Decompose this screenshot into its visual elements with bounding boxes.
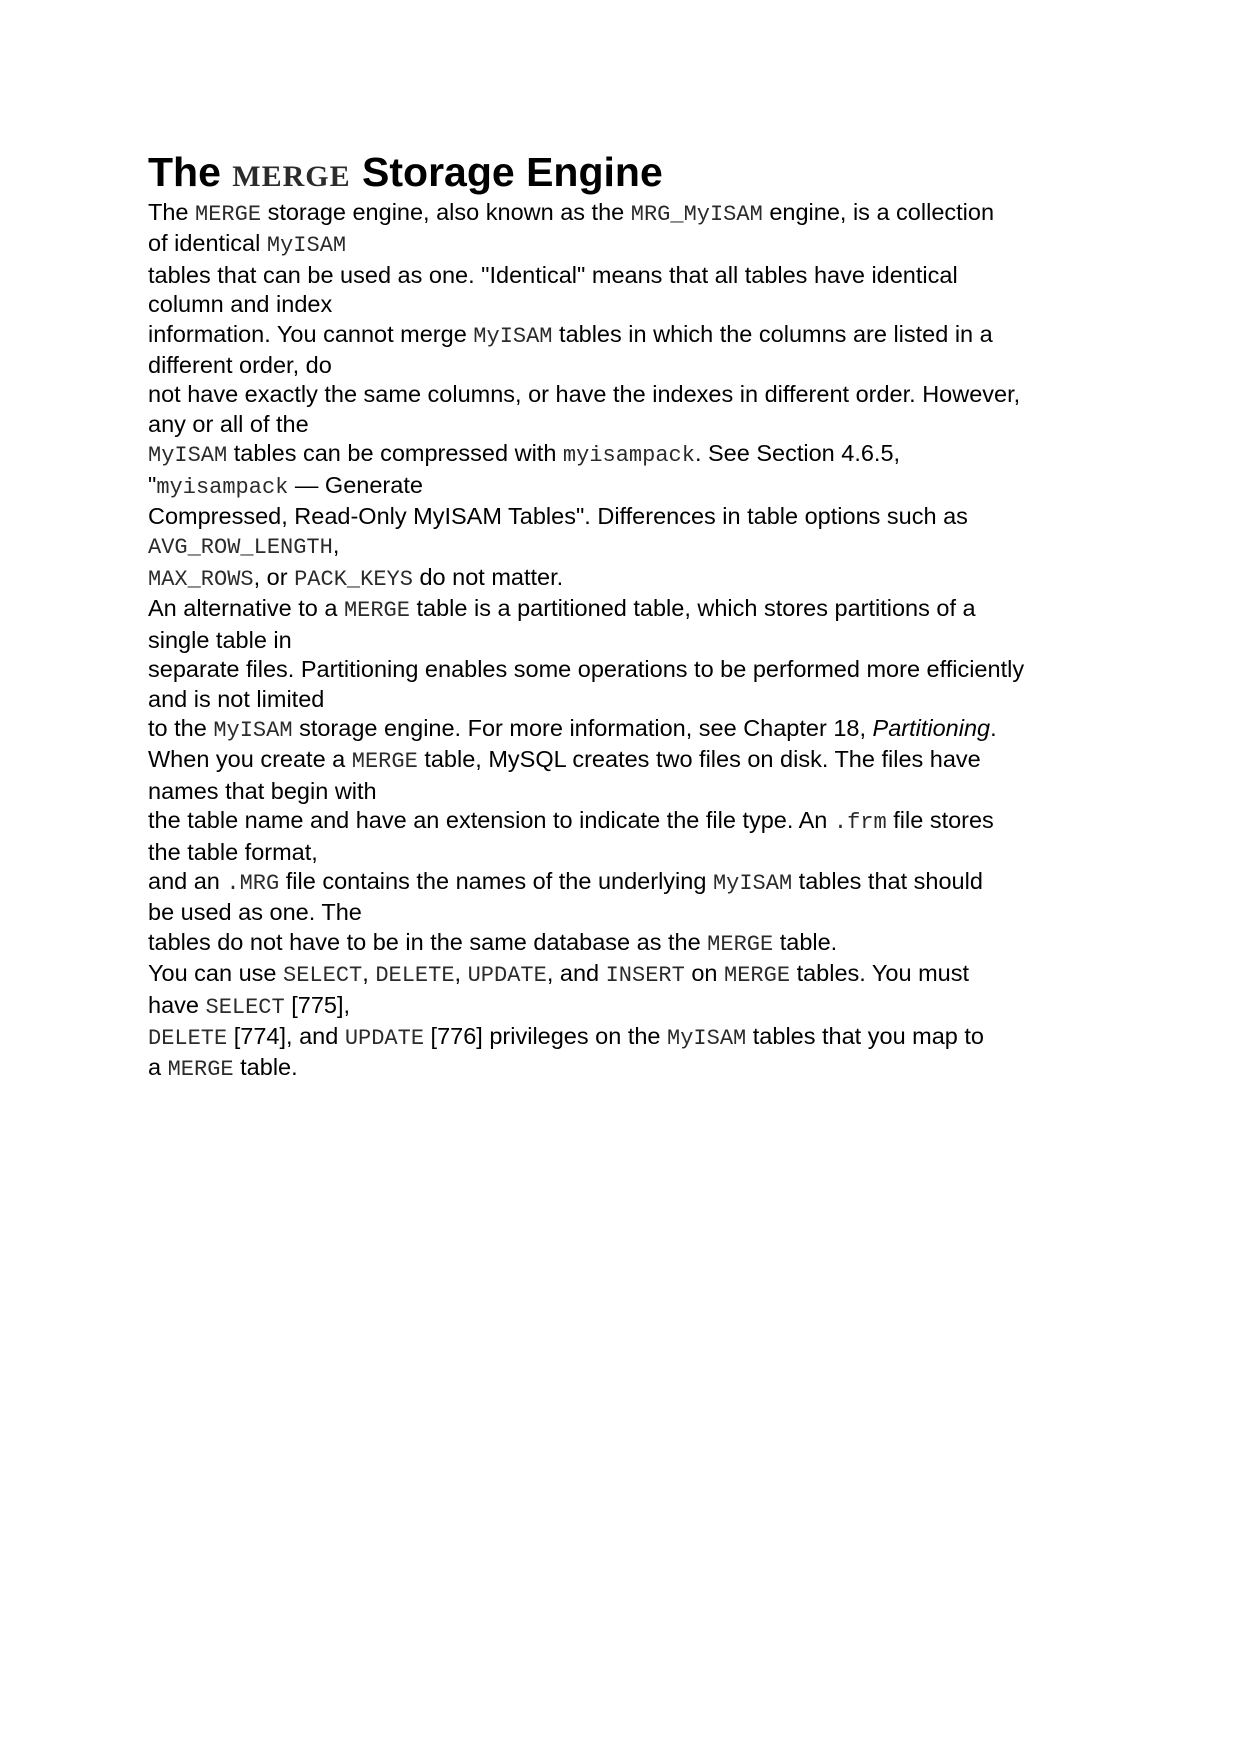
text-run: a <box>148 1054 168 1081</box>
text-run: tables. You must <box>790 960 970 987</box>
text-line <box>148 806 1098 837</box>
code-term: myisampack <box>156 474 289 500</box>
body-text <box>148 198 1098 1085</box>
text-line <box>148 1022 1098 1053</box>
code-term: MERGE <box>167 1057 234 1083</box>
text-run: have <box>148 991 206 1018</box>
text-line <box>148 838 1098 867</box>
code-term: MERGE <box>351 749 418 775</box>
text-line <box>148 685 1098 714</box>
text-line <box>148 320 1098 351</box>
text-run: tables that you map to <box>746 1022 985 1049</box>
text-run: on <box>684 960 725 987</box>
text-line <box>148 959 1098 990</box>
text-line <box>148 1053 1098 1084</box>
text-line <box>148 261 1098 290</box>
code-term: PACK_KEYS <box>294 566 413 592</box>
page-title <box>148 145 663 204</box>
text-line <box>148 290 1098 319</box>
text-run: engine, is a collection <box>762 199 995 225</box>
text-line <box>148 410 1098 439</box>
text-run: file stores <box>886 807 994 834</box>
text-run: The <box>148 199 196 225</box>
text-run: tables can be compressed with <box>227 440 563 467</box>
text-run: , or <box>253 563 295 590</box>
code-term: INSERT <box>605 963 685 989</box>
text-run: , <box>454 960 468 987</box>
title-code-term: MERGE <box>232 160 351 193</box>
emphasis-text: Partitioning <box>872 714 991 741</box>
text-run: different order, do <box>148 352 332 379</box>
text-run: the table name and have an extension to indicate the file type. An <box>148 807 834 834</box>
code-term: MyISAM <box>213 717 293 743</box>
text-line <box>148 351 1098 380</box>
code-term: UPDATE <box>467 963 547 989</box>
text-line <box>148 867 1098 898</box>
code-term: MERGE <box>343 598 410 624</box>
text-run: Compressed, Read-Only MyISAM Tables". Differences in table options such as <box>148 503 968 530</box>
code-term: MAX_ROWS <box>148 566 254 592</box>
text-line <box>148 714 1098 745</box>
code-term: SELECT <box>283 963 363 989</box>
text-run: table is a partitioned table, which stores partitions of a <box>409 595 976 622</box>
text-run: storage engine, also known as the <box>261 199 631 225</box>
code-term: .frm <box>833 810 887 836</box>
text-run: An alternative to a <box>148 595 344 622</box>
text-run: . <box>990 714 997 741</box>
code-term: MRG_MyISAM <box>630 202 763 227</box>
text-line <box>148 439 1098 470</box>
text-line <box>148 991 1098 1022</box>
code-term: MyISAM <box>473 323 553 349</box>
text-run: names that begin with <box>148 777 377 804</box>
code-term: MERGE <box>195 202 262 227</box>
text-run: and an <box>148 867 227 894</box>
code-term: MyISAM <box>667 1025 747 1051</box>
text-run: and is not limited <box>148 685 325 712</box>
text-line <box>148 745 1098 776</box>
text-run: any or all of the <box>148 410 309 437</box>
code-term: UPDATE <box>344 1025 425 1051</box>
text-line <box>148 531 1098 562</box>
text-run: [775], <box>284 991 351 1018</box>
code-term: MyISAM <box>712 870 793 896</box>
text-run: tables that can be used as one. "Identical" means that all tables have identical <box>148 261 958 288</box>
title-text-before: The <box>148 149 233 195</box>
text-run: — Generate <box>288 471 423 498</box>
code-term: MyISAM <box>266 233 347 259</box>
text-line <box>148 898 1098 927</box>
text-line <box>148 626 1098 655</box>
text-line <box>148 594 1098 625</box>
text-run: , and <box>546 960 606 987</box>
code-term: MyISAM <box>148 443 228 469</box>
text-line <box>148 380 1098 409</box>
code-term: .MRG <box>226 870 280 896</box>
text-run: column and index <box>148 291 333 318</box>
text-line <box>148 198 1098 229</box>
text-run: information. You cannot merge <box>148 320 474 347</box>
code-term: MERGE <box>724 963 791 989</box>
text-run: separate files. Partitioning enables some operations to be performed more efficiently <box>148 656 1025 683</box>
text-run: table, MySQL creates two files on disk. The files have <box>417 746 981 773</box>
text-line <box>148 471 1098 502</box>
text-run: file contains the names of the underlying <box>279 867 713 894</box>
text-line <box>148 229 1098 260</box>
code-term: DELETE <box>375 963 455 989</box>
text-run: , <box>362 960 376 987</box>
text-run: tables that should <box>792 867 983 894</box>
text-run: " <box>148 471 157 498</box>
text-run: . See Section 4.6.5, <box>694 440 901 467</box>
text-run: You can use <box>148 960 284 987</box>
text-run: not have exactly the same columns, or have the indexes in different order. However, <box>148 381 1021 408</box>
text-run: table. <box>233 1054 298 1081</box>
text-line <box>148 777 1098 806</box>
text-run: to the <box>148 714 214 741</box>
code-term: myisampack <box>562 443 695 469</box>
text-run: single table in <box>148 626 292 653</box>
code-term: DELETE <box>148 1025 228 1051</box>
text-run: storage engine. For more information, see Chapter 18, <box>292 714 873 741</box>
code-term: MERGE <box>707 931 774 957</box>
text-line <box>148 502 1098 531</box>
text-run: table. <box>773 928 838 955</box>
title-text-after: Storage Engine <box>350 149 663 195</box>
code-term: AVG_ROW_LENGTH <box>148 535 333 561</box>
text-line <box>148 928 1098 959</box>
text-run: the table format, <box>148 838 318 865</box>
code-term: SELECT <box>205 994 285 1020</box>
text-run: [774], and <box>227 1022 345 1049</box>
text-run: [776] privileges on the <box>424 1022 668 1049</box>
text-run: be used as one. The <box>148 899 362 926</box>
text-run: tables do not have to be in the same database as the <box>148 928 708 955</box>
text-line <box>148 563 1098 594</box>
text-run: tables in which the columns are listed in a <box>552 320 993 347</box>
text-line <box>148 655 1098 684</box>
text-run: of identical <box>148 230 267 257</box>
text-run: , <box>332 532 340 559</box>
text-run: do not matter. <box>412 563 564 590</box>
text-run: When you create a <box>148 746 352 773</box>
